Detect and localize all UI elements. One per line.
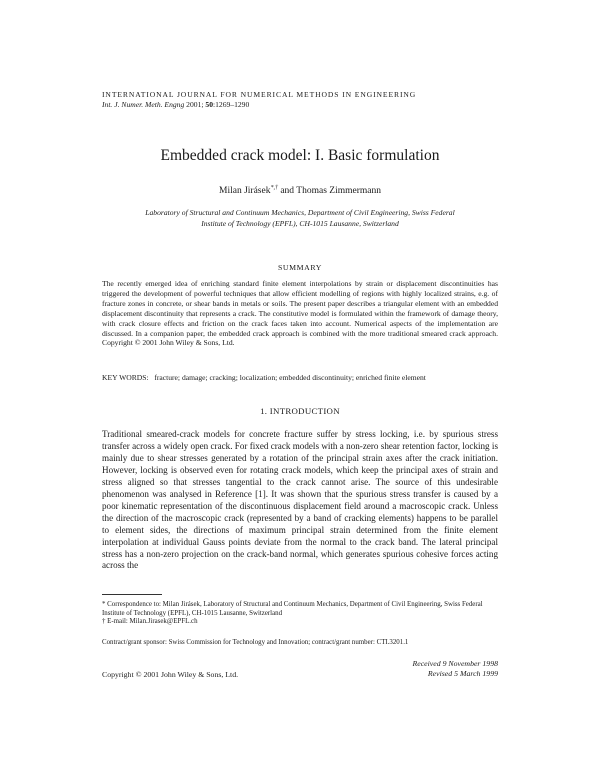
introduction-text: Traditional smeared-crack models for concrete fracture suffer by stress locking, i.e. by spurious stress transfer across a widely open crack. For fixed crack models with a non-zero shear retention factor, locking is mainly due to shear stresses generated by a rotation of the principal strain axes after the crack initiation. However, locking is observed even for rotating crack models, which keep the principal axes of strain and stress aligned so that stresses tangential to the crack cannot arise. The source of this undesirable phenomenon was analysed in Reference [1]. It was shown that the spurious stress transfer is caused by a poor kinematic representation of the discontinuous displacement field around a macroscopic crack. Unless the direction of the macroscopic crack (represented by a band of cracking elements) happens to be parallel to element sides, the directions of maximum principal strain determined from the finite element interpolation at individual Gauss points deviate from the normal to the crack band. The lateral principal stress has a non-zero projection on the crack-band normal, which generates spurious cohesive forces acting across the [102,429,498,571]
summary-heading: SUMMARY [277,263,323,272]
keywords-label: KEY WORDS: [102,373,149,382]
affiliation-line-2: Institute of Technology (EPFL), CH-1015 Lausanne, Switzerland [201,218,399,228]
received-dates [360,659,498,679]
journal-year: 2001; [186,100,204,109]
affiliation [130,208,470,229]
journal-citation [102,100,249,109]
footnote-email: † E-mail: Milan.Jirasek@EPFL.ch [102,618,198,625]
author-1: Milan Jirásek [219,186,271,197]
author-1-marks: *,† [270,185,278,191]
footnote-rule [102,594,162,595]
keywords-text: fracture; damage; cracking; localization; embedded discontinuity; enriched finite element [154,373,426,382]
author-connector: and [280,186,295,197]
author-list [0,185,600,196]
section-heading: 1. INTRODUCTION [260,406,340,416]
keywords [102,373,502,382]
footnote-correspondence: * Correspondence to: Milan Jirásek, Laboratory of Structural and Continuum Mechanics, Department of Civil Engineering, Swiss Federal Institute of Technology (EPFL), CH-1015 Lausanne, Switzerland [102,601,483,617]
revised-date: Revised 5 March 1999 [427,669,498,678]
journal-pages: :1269–1290 [212,100,250,109]
paper-title: Embedded crack model: I. Basic formulation [160,147,440,164]
received-date: Received 9 November 1998 [412,659,498,668]
journal-name: INTERNATIONAL JOURNAL FOR NUMERICAL METHODS IN ENGINEERING [102,90,417,99]
grant-sponsor: Contract/grant sponsor: Swiss Commission for Technology and Innovation; contract/grant number: CTI.3201.1 [102,639,409,646]
journal-volume: 50 [205,100,213,109]
affiliation-line-1: Laboratory of Structural and Continuum Mechanics, Department of Civil Engineering, Swiss Federal [145,208,455,217]
copyright-notice: Copyright © 2001 John Wiley & Sons, Ltd. [102,670,239,679]
author-2: Thomas Zimmermann [296,186,381,197]
abstract-text: The recently emerged idea of enriching standard finite element interpolations by strain or displacement discontinuities has triggered the development of powerful techniques that allow efficient modelling of regions with highly localized strains, e.g. of fracture zones in concrete, or shear bands in metals or soils. The present paper describes a triangular element with an embedded displacement discontinuity that represents a crack. The constitutive model is formulated within the framework of damage theory, with crack closure effects and friction on the crack faces taken into account. Numerical aspects of the implementation are discussed. In a companion paper, the embedded crack approach is combined with the more traditional smeared crack approach. Copyright © 2001 John Wiley & Sons, Ltd. [102,279,498,348]
journal-abbrev: Int. J. Numer. Meth. Engng [102,100,185,109]
